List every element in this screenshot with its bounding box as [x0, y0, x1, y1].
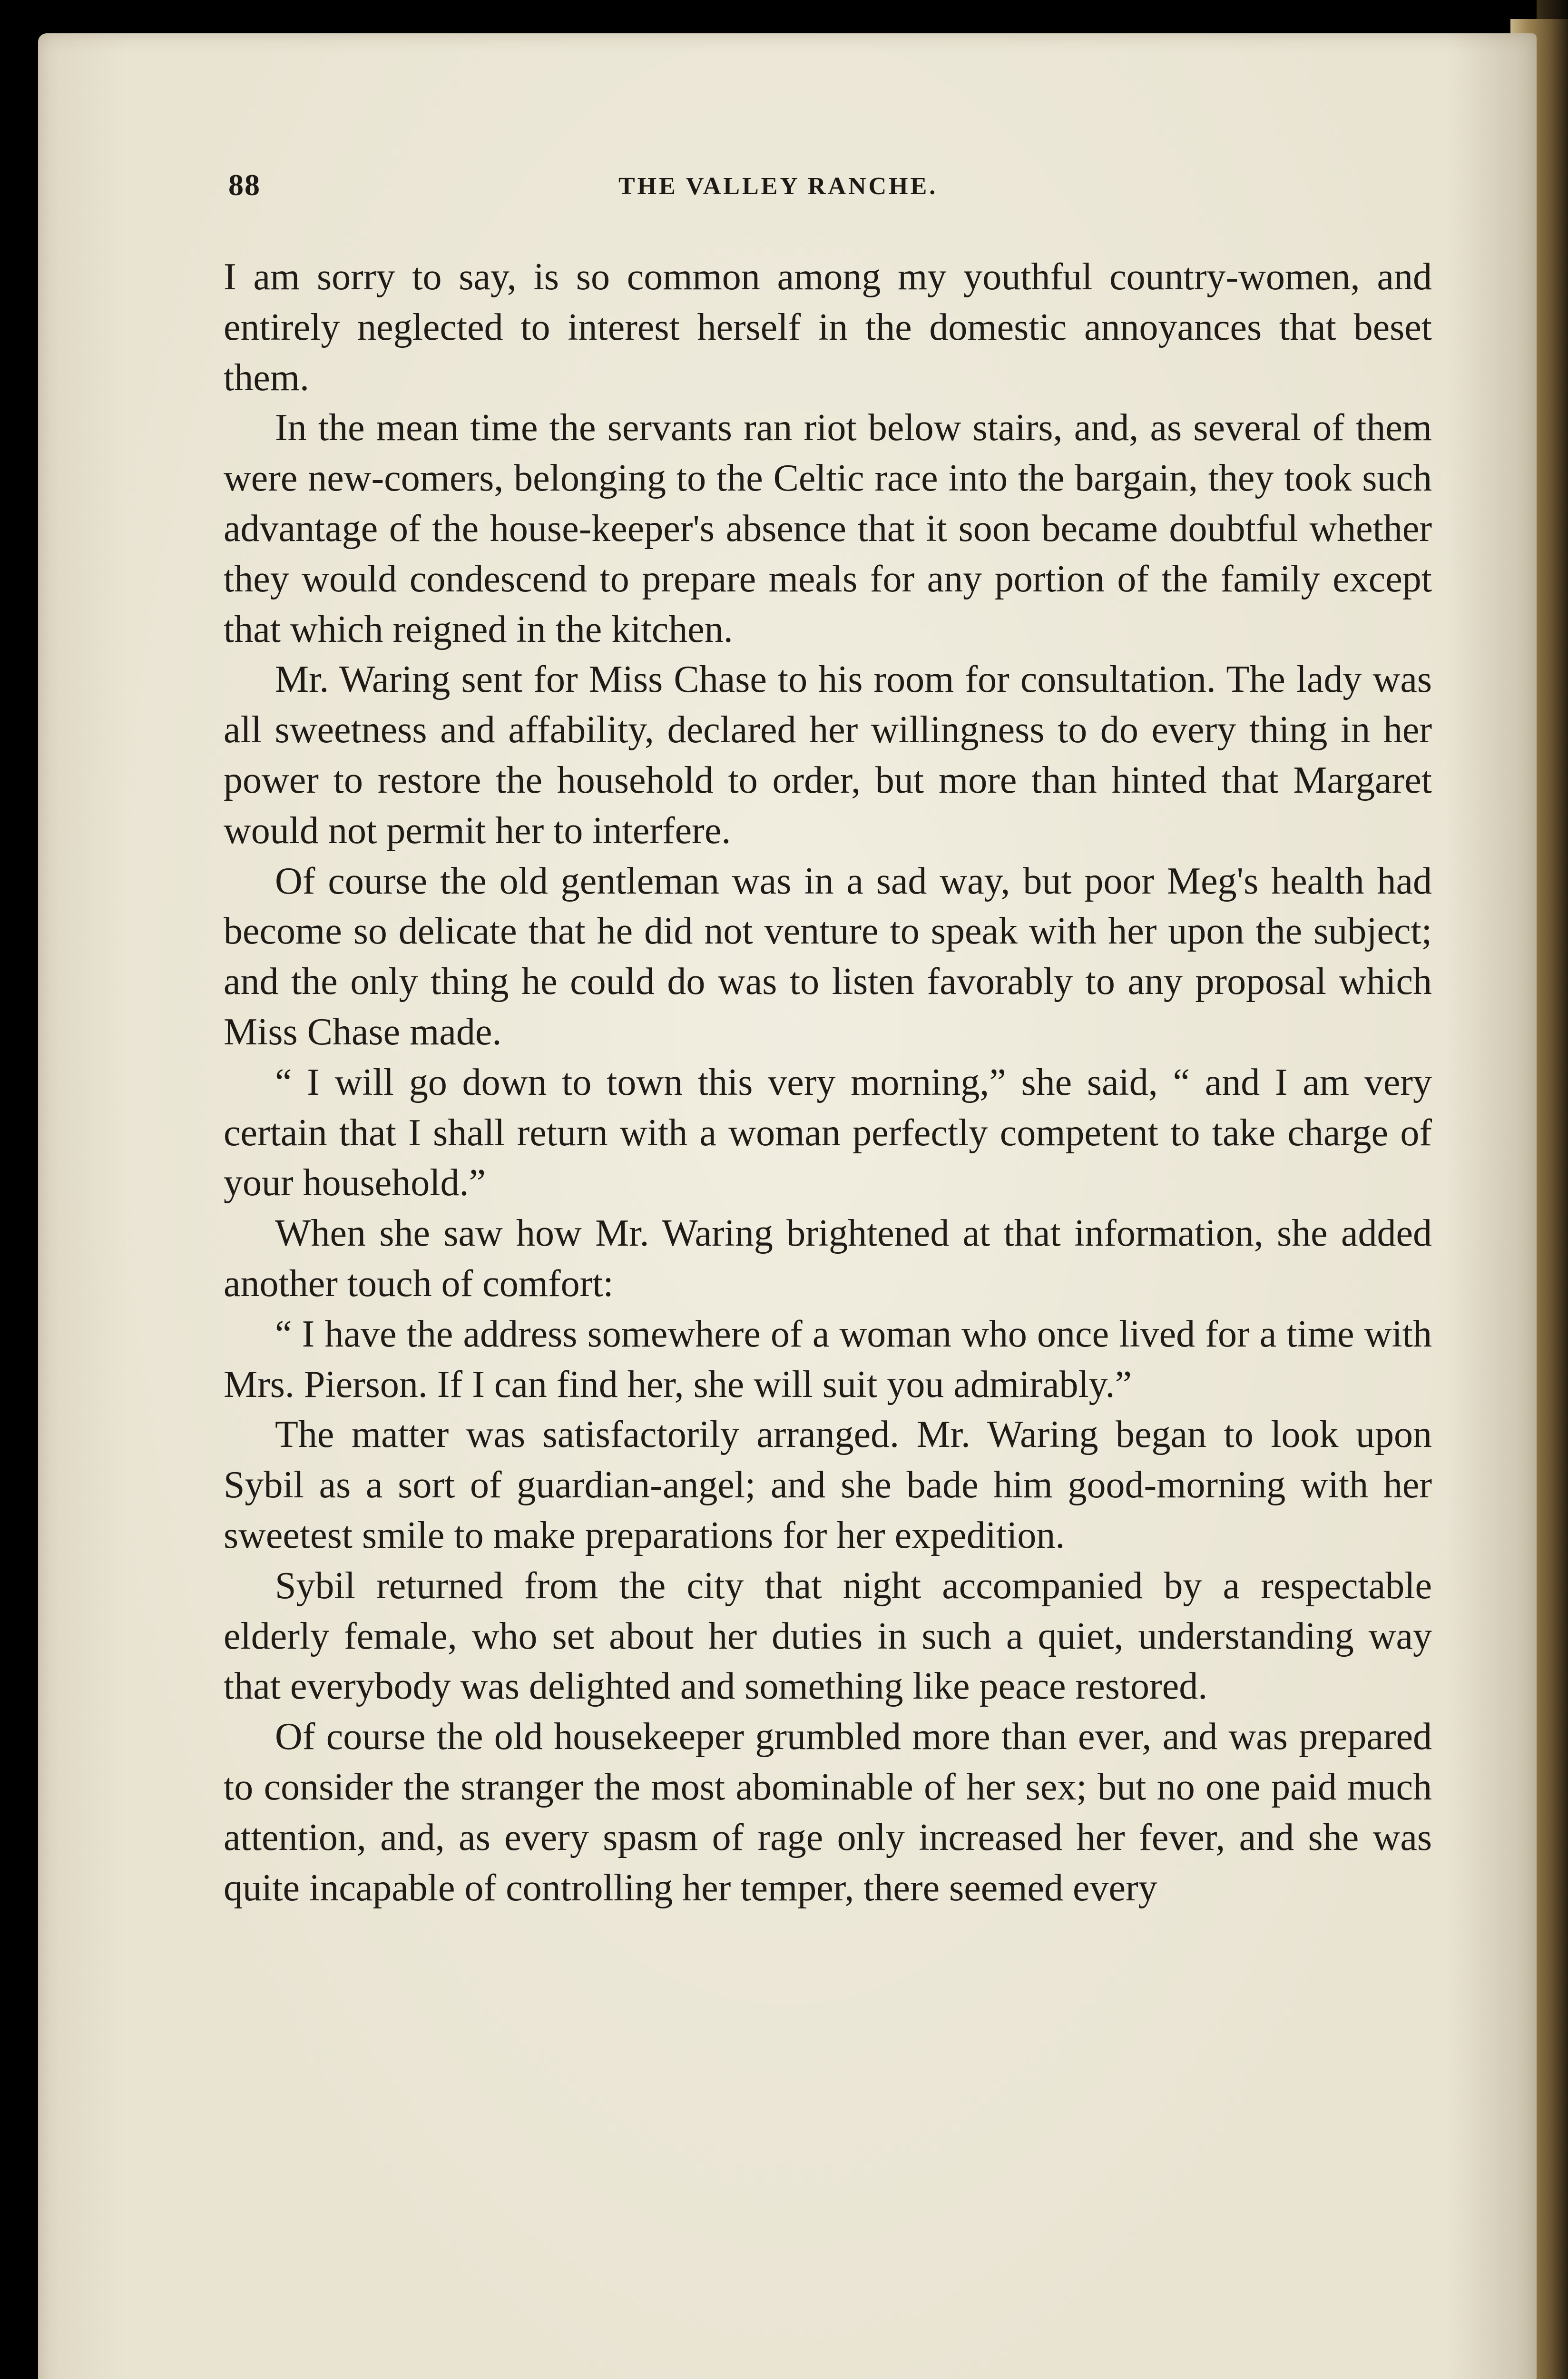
paragraph: The matter was satisfactorily arranged. Mr. Waring began to look upon Sybil as a sort of guardian-angel; and she bade him good-morning with her sweetest smile to make preparations for her expedition. [224, 1414, 1432, 1556]
paragraph-continued: I am sorry to say, is so common among my youthful country-women, and entirely neglected to interest herself in the domestic annoyances that beset them. [224, 256, 1432, 399]
page-header [228, 167, 1437, 206]
running-title: THE VALLEY RANCHE. [618, 173, 938, 200]
body-text [224, 252, 1432, 1913]
paragraph: Sybil returned from the city that night accompanied by a respectable elderly female, who set about her duties in such a quiet, understanding way that everybody was delighted and something like peace restored. [224, 1564, 1432, 1708]
paragraph: Of course the old housekeeper grumbled more than ever, and was prepared to consider the stranger the most abominable of her sex; but no one paid much attention, and, as every spasm of rage only increased her fever, and she was quite incapable of controlling her temper, there seemed every [224, 1716, 1432, 1909]
paragraph: “ I have the address somewhere of a woman who once lived for a time with Mrs. Pierson. If I can find her, she will suit you admirably.” [224, 1313, 1432, 1406]
paragraph: In the mean time the servants ran riot below stairs, and, as several of them were new-comers, belonging to the Celtic race into the bargain, they took such advantage of the house-keeper's absence that it soon became doubtful whether they would condescend to prepare meals for any portion of the family except that which reigned in the kitchen. [224, 407, 1432, 650]
paragraph: Of course the old gentleman was in a sad way, but poor Meg's health had become so delicate that he did not venture to speak with her upon the subject; and the only thing he could do was to listen favorably to any proposal which Miss Chase made. [224, 860, 1432, 1053]
paragraph: “ I will go down to town this very morning,” she said, “ and I am very certain that I shall return with a woman perfectly competent to take charge of your household.” [224, 1061, 1432, 1204]
paragraph: When she saw how Mr. Waring brightened at that information, she added another touch of comfort: [224, 1212, 1432, 1305]
paragraph: Mr. Waring sent for Miss Chase to his room for consultation. The lady was all sweetness and affability, declared her willingness to do every thing in her power to restore the household to order, but more than hinted that Margaret would not permit her to interfere. [224, 659, 1432, 852]
page-number: 88 [228, 168, 261, 202]
